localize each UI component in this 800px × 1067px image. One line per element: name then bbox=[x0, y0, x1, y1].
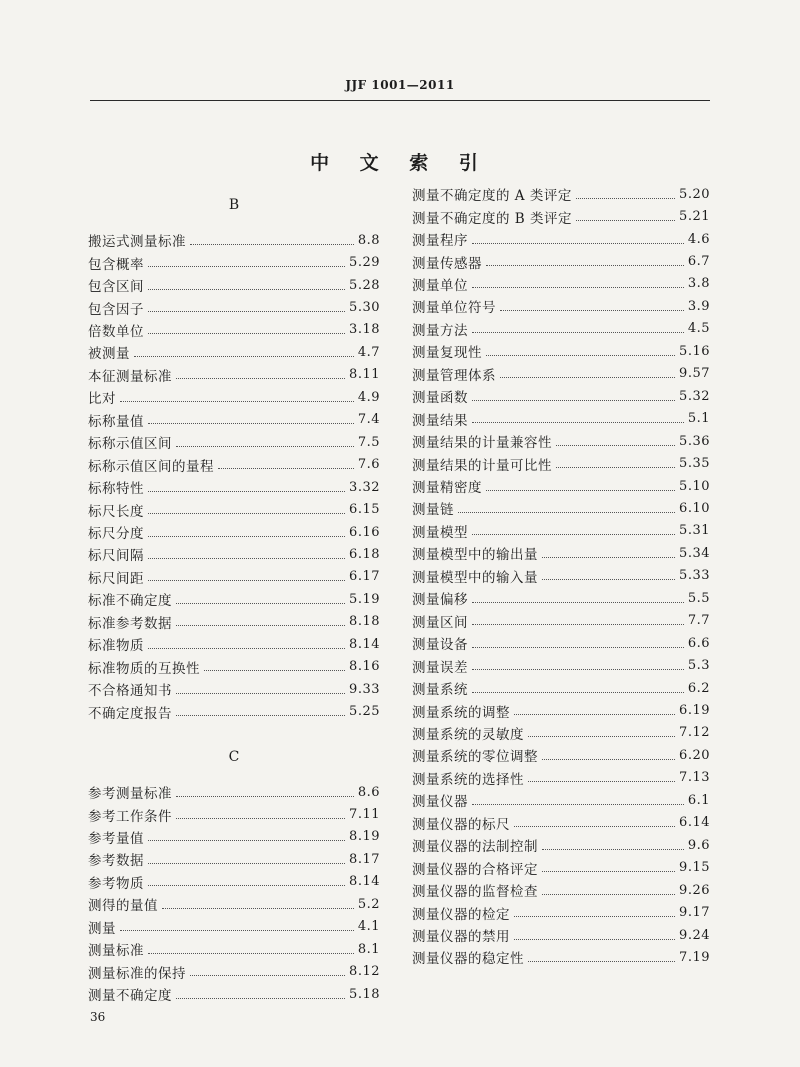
index-reference: 4.6 bbox=[687, 231, 710, 247]
index-term: 标尺间距 bbox=[88, 570, 144, 587]
dot-leader bbox=[148, 939, 354, 954]
index-entry bbox=[412, 587, 710, 609]
index-reference: 6.10 bbox=[679, 500, 710, 516]
index-term: 参考量值 bbox=[88, 830, 144, 847]
index-entry bbox=[88, 454, 380, 476]
index-entry bbox=[88, 938, 380, 960]
index-term: 比对 bbox=[88, 391, 116, 408]
index-reference: 8.1 bbox=[357, 941, 380, 957]
index-reference: 5.31 bbox=[679, 523, 710, 539]
index-term: 测量 bbox=[88, 920, 116, 937]
index-entry bbox=[412, 295, 710, 317]
dot-leader bbox=[176, 804, 345, 819]
dot-leader bbox=[190, 961, 345, 976]
index-reference: 7.6 bbox=[357, 457, 380, 473]
index-term: 标称特性 bbox=[88, 481, 144, 498]
index-term: 测量单位 bbox=[412, 277, 468, 294]
index-reference: 5.29 bbox=[349, 255, 380, 271]
dot-leader bbox=[176, 701, 345, 716]
dot-leader bbox=[542, 745, 675, 760]
dot-leader bbox=[176, 432, 354, 447]
index-reference: 9.57 bbox=[679, 366, 710, 382]
dot-leader bbox=[514, 925, 675, 940]
index-entry bbox=[88, 848, 380, 870]
index-term: 测量误差 bbox=[412, 659, 468, 676]
index-term: 参考物质 bbox=[88, 875, 144, 892]
index-term: 标尺长度 bbox=[88, 503, 144, 520]
index-reference: 7.5 bbox=[357, 434, 380, 450]
index-reference: 4.7 bbox=[357, 344, 380, 360]
dot-leader bbox=[176, 679, 345, 694]
index-entry bbox=[412, 789, 710, 811]
index-entry bbox=[412, 879, 710, 901]
index-term: 测量结果的计量兼容性 bbox=[412, 435, 552, 452]
index-reference: 8.16 bbox=[349, 659, 380, 675]
index-entry bbox=[88, 498, 380, 520]
index-reference: 5.33 bbox=[679, 568, 710, 584]
dot-leader bbox=[576, 206, 675, 221]
index-term: 测量结果的计量可比性 bbox=[412, 457, 552, 474]
index-reference: 7.7 bbox=[687, 613, 710, 629]
index-reference: 5.2 bbox=[357, 896, 380, 912]
dot-leader bbox=[472, 273, 684, 288]
index-reference: 5.34 bbox=[679, 545, 710, 561]
dot-leader bbox=[148, 319, 345, 334]
index-entry bbox=[412, 946, 710, 968]
index-reference: 8.8 bbox=[357, 232, 380, 248]
dot-leader bbox=[148, 566, 345, 581]
index-entry bbox=[412, 250, 710, 272]
index-reference: 9.6 bbox=[687, 837, 710, 853]
dot-leader bbox=[148, 849, 345, 864]
dot-leader bbox=[134, 342, 354, 357]
index-term: 测量仪器的标尺 bbox=[412, 816, 510, 833]
index-term: 标称示值区间 bbox=[88, 436, 172, 453]
index-term: 测量精密度 bbox=[412, 480, 482, 497]
index-term: 不合格通知书 bbox=[88, 683, 172, 700]
index-term: 标称示值区间的量程 bbox=[88, 458, 214, 475]
index-reference: 8.17 bbox=[349, 851, 380, 867]
index-entry bbox=[412, 205, 710, 227]
index-term: 测量单位符号 bbox=[412, 300, 496, 317]
index-reference: 5.19 bbox=[349, 591, 380, 607]
dot-leader bbox=[176, 611, 345, 626]
index-entry bbox=[412, 340, 710, 362]
index-reference: 7.13 bbox=[679, 770, 710, 786]
index-entry bbox=[88, 296, 380, 318]
index-reference: 9.24 bbox=[679, 927, 710, 943]
dot-leader bbox=[556, 453, 675, 468]
index-term: 测量标准 bbox=[88, 943, 144, 960]
index-term: 测量不确定度的 A 类评定 bbox=[412, 188, 572, 205]
dot-leader bbox=[148, 252, 345, 267]
dot-leader bbox=[190, 230, 354, 245]
dot-leader bbox=[500, 296, 684, 311]
index-reference: 3.9 bbox=[687, 298, 710, 314]
index-reference: 8.6 bbox=[357, 784, 380, 800]
index-entry bbox=[412, 385, 710, 407]
index-entry bbox=[88, 341, 380, 363]
index-term: 测量系统的零位调整 bbox=[412, 749, 538, 766]
index-entry bbox=[88, 319, 380, 341]
dot-leader bbox=[120, 387, 354, 402]
index-term: 搬运式测量标准 bbox=[88, 234, 186, 251]
index-entry bbox=[412, 677, 710, 699]
index-term: 测量偏移 bbox=[412, 592, 468, 609]
dot-leader bbox=[218, 454, 354, 469]
dot-leader bbox=[542, 880, 675, 895]
index-entry bbox=[412, 520, 710, 542]
dot-leader bbox=[472, 408, 684, 423]
index-term: 测量系统的选择性 bbox=[412, 771, 524, 788]
index-reference: 5.21 bbox=[679, 209, 710, 225]
index-reference: 6.18 bbox=[349, 546, 380, 562]
index-entry bbox=[88, 633, 380, 655]
index-reference: 5.10 bbox=[679, 478, 710, 494]
index-entry bbox=[412, 744, 710, 766]
index-term: 测量管理体系 bbox=[412, 367, 496, 384]
index-entry bbox=[88, 656, 380, 678]
index-term: 不确定度报告 bbox=[88, 705, 172, 722]
index-entry bbox=[412, 183, 710, 205]
index-entry bbox=[412, 812, 710, 834]
index-term: 测量设备 bbox=[412, 637, 468, 654]
index-reference: 7.19 bbox=[679, 949, 710, 965]
index-reference: 5.5 bbox=[687, 590, 710, 606]
index-reference: 8.19 bbox=[349, 829, 380, 845]
index-reference: 5.16 bbox=[679, 343, 710, 359]
index-term: 测量系统 bbox=[412, 682, 468, 699]
index-entry bbox=[88, 961, 380, 983]
index-entry bbox=[88, 543, 380, 565]
index-reference: 7.4 bbox=[357, 412, 380, 428]
index-term: 标准参考数据 bbox=[88, 615, 172, 632]
dot-leader bbox=[486, 341, 675, 356]
index-entry bbox=[412, 632, 710, 654]
index-term: 测量仪器的合格评定 bbox=[412, 861, 538, 878]
dot-leader bbox=[542, 835, 684, 850]
index-reference: 6.1 bbox=[687, 792, 710, 808]
index-reference: 5.18 bbox=[349, 986, 380, 1002]
index-term: 标尺分度 bbox=[88, 526, 144, 543]
index-reference: 5.20 bbox=[679, 186, 710, 202]
dot-leader bbox=[148, 409, 354, 424]
dot-leader bbox=[528, 767, 675, 782]
index-term: 测量函数 bbox=[412, 390, 468, 407]
index-entry bbox=[88, 229, 380, 251]
dot-leader bbox=[148, 522, 345, 537]
index-entry bbox=[412, 699, 710, 721]
index-term: 测量仪器的监督检查 bbox=[412, 884, 538, 901]
index-term: 测量仪器的禁用 bbox=[412, 929, 510, 946]
header-rule bbox=[90, 100, 710, 101]
index-entry bbox=[412, 610, 710, 632]
index-entry bbox=[88, 916, 380, 938]
index-term: 测量程序 bbox=[412, 233, 468, 250]
section-letter: B bbox=[228, 197, 240, 213]
running-header: JJF 1001—2011 bbox=[345, 78, 455, 92]
index-term: 标准不确定度 bbox=[88, 593, 172, 610]
section-letter: C bbox=[228, 748, 240, 765]
dot-leader bbox=[576, 184, 675, 199]
index-reference: 6.14 bbox=[679, 815, 710, 831]
dot-leader bbox=[472, 655, 684, 670]
index-term: 标尺间隔 bbox=[88, 548, 144, 565]
index-term: 倍数单位 bbox=[88, 323, 144, 340]
index-reference: 6.20 bbox=[679, 747, 710, 763]
index-term: 测量区间 bbox=[412, 614, 468, 631]
index-reference: 6.19 bbox=[679, 703, 710, 719]
index-entry bbox=[412, 408, 710, 430]
index-reference: 5.3 bbox=[687, 658, 710, 674]
index-entry bbox=[88, 476, 380, 498]
index-entry bbox=[412, 430, 710, 452]
index-term: 包含因子 bbox=[88, 301, 144, 318]
index-reference: 9.33 bbox=[349, 681, 380, 697]
index-term: 测得的量值 bbox=[88, 898, 158, 915]
index-entry bbox=[88, 983, 380, 1005]
index-reference: 3.32 bbox=[349, 479, 380, 495]
index-entry bbox=[412, 722, 710, 744]
index-term: 测量仪器的稳定性 bbox=[412, 951, 524, 968]
dot-leader bbox=[162, 894, 354, 909]
dot-leader bbox=[528, 722, 675, 737]
index-entry bbox=[412, 497, 710, 519]
index-entry bbox=[88, 386, 380, 408]
index-entry bbox=[412, 857, 710, 879]
dot-leader bbox=[472, 633, 684, 648]
index-reference: 9.17 bbox=[679, 905, 710, 921]
dot-leader bbox=[472, 520, 675, 535]
index-term: 测量不确定度 bbox=[88, 988, 172, 1005]
index-reference: 5.30 bbox=[349, 300, 380, 316]
index-term: 测量链 bbox=[412, 502, 454, 519]
index-term: 测量模型中的输出量 bbox=[412, 547, 538, 564]
index-entry bbox=[88, 364, 380, 386]
dot-leader bbox=[542, 857, 675, 872]
index-entry bbox=[88, 566, 380, 588]
index-reference: 5.32 bbox=[679, 388, 710, 404]
index-term: 测量仪器的法制控制 bbox=[412, 839, 538, 856]
index-entry bbox=[88, 893, 380, 915]
index-entry bbox=[412, 834, 710, 856]
index-reference: 3.8 bbox=[687, 276, 710, 292]
dot-leader bbox=[176, 364, 345, 379]
dot-leader bbox=[486, 251, 684, 266]
index-entry bbox=[88, 251, 380, 273]
index-entry bbox=[412, 273, 710, 295]
dot-leader bbox=[472, 610, 684, 625]
index-reference: 9.15 bbox=[679, 860, 710, 876]
dot-leader bbox=[148, 826, 345, 841]
index-entry bbox=[88, 611, 380, 633]
index-entry bbox=[88, 521, 380, 543]
index-term: 测量系统的灵敏度 bbox=[412, 726, 524, 743]
index-term: 标准物质 bbox=[88, 638, 144, 655]
index-entry bbox=[412, 924, 710, 946]
index-entry bbox=[88, 700, 380, 722]
index-entry bbox=[88, 678, 380, 700]
dot-leader bbox=[148, 297, 345, 312]
index-entry bbox=[88, 803, 380, 825]
dot-leader bbox=[148, 871, 345, 886]
dot-leader bbox=[148, 477, 345, 492]
index-entry bbox=[412, 452, 710, 474]
dot-leader bbox=[542, 543, 675, 558]
dot-leader bbox=[204, 656, 345, 671]
index-term: 测量标准的保持 bbox=[88, 965, 186, 982]
index-entry bbox=[412, 542, 710, 564]
index-reference: 9.26 bbox=[679, 882, 710, 898]
index-reference: 7.11 bbox=[349, 807, 380, 823]
index-reference: 8.18 bbox=[349, 614, 380, 630]
index-reference: 6.2 bbox=[687, 680, 710, 696]
index-term: 参考数据 bbox=[88, 853, 144, 870]
index-reference: 5.25 bbox=[349, 704, 380, 720]
index-reference: 6.16 bbox=[349, 524, 380, 540]
dot-leader bbox=[472, 678, 684, 693]
index-entry bbox=[412, 565, 710, 587]
index-term: 测量模型 bbox=[412, 524, 468, 541]
index-term: 测量方法 bbox=[412, 322, 468, 339]
index-entry bbox=[412, 475, 710, 497]
dot-leader bbox=[514, 812, 675, 827]
index-entry bbox=[88, 871, 380, 893]
index-reference: 6.6 bbox=[687, 635, 710, 651]
index-term: 测量仪器 bbox=[412, 794, 468, 811]
index-reference: 8.11 bbox=[349, 367, 380, 383]
index-entry bbox=[412, 228, 710, 250]
index-entry bbox=[88, 781, 380, 803]
index-term: 被测量 bbox=[88, 346, 130, 363]
index-term: 本征测量标准 bbox=[88, 368, 172, 385]
index-title: 中 文 索 引 bbox=[310, 152, 490, 174]
index-reference: 5.1 bbox=[687, 411, 710, 427]
index-term: 测量传感器 bbox=[412, 255, 482, 272]
index-entry bbox=[412, 901, 710, 923]
index-reference: 3.18 bbox=[349, 322, 380, 338]
index-entry bbox=[88, 588, 380, 610]
index-entry bbox=[412, 318, 710, 340]
dot-leader bbox=[176, 589, 345, 604]
index-term: 包含概率 bbox=[88, 256, 144, 273]
index-entry bbox=[88, 826, 380, 848]
index-term: 测量系统的调整 bbox=[412, 704, 510, 721]
dot-leader bbox=[514, 700, 675, 715]
dot-leader bbox=[176, 984, 345, 999]
index-reference: 6.17 bbox=[349, 569, 380, 585]
index-term: 标称量值 bbox=[88, 413, 144, 430]
dot-leader bbox=[120, 916, 354, 931]
dot-leader bbox=[472, 318, 684, 333]
index-term: 参考测量标准 bbox=[88, 786, 172, 803]
index-reference: 4.1 bbox=[357, 919, 380, 935]
index-term: 测量不确定度的 B 类评定 bbox=[412, 210, 573, 227]
index-entry bbox=[88, 431, 380, 453]
index-term: 测量结果 bbox=[412, 412, 468, 429]
index-reference: 4.5 bbox=[687, 321, 710, 337]
dot-leader bbox=[176, 782, 354, 797]
dot-leader bbox=[472, 790, 684, 805]
index-reference: 6.15 bbox=[349, 502, 380, 518]
dot-leader bbox=[458, 498, 675, 513]
index-entry bbox=[412, 363, 710, 385]
index-term: 测量模型中的输入量 bbox=[412, 569, 538, 586]
dot-leader bbox=[528, 947, 675, 962]
index-entry bbox=[412, 767, 710, 789]
index-reference: 4.9 bbox=[357, 389, 380, 405]
dot-leader bbox=[472, 229, 684, 244]
dot-leader bbox=[148, 275, 345, 290]
dot-leader bbox=[556, 431, 675, 446]
dot-leader bbox=[148, 499, 345, 514]
index-term: 标准物质的互换性 bbox=[88, 660, 200, 677]
dot-leader bbox=[148, 634, 345, 649]
dot-leader bbox=[486, 476, 675, 491]
dot-leader bbox=[500, 363, 675, 378]
index-term: 测量复现性 bbox=[412, 345, 482, 362]
dot-leader bbox=[472, 588, 684, 603]
index-entry bbox=[412, 654, 710, 676]
dot-leader bbox=[148, 544, 345, 559]
index-reference: 6.7 bbox=[687, 254, 710, 270]
index-reference: 5.28 bbox=[349, 277, 380, 293]
index-reference: 8.14 bbox=[349, 636, 380, 652]
index-reference: 7.12 bbox=[679, 725, 710, 741]
index-term: 包含区间 bbox=[88, 279, 144, 296]
index-reference: 8.12 bbox=[349, 964, 380, 980]
dot-leader bbox=[514, 902, 675, 917]
index-term: 测量仪器的检定 bbox=[412, 906, 510, 923]
index-reference: 5.36 bbox=[679, 433, 710, 449]
index-reference: 5.35 bbox=[679, 456, 710, 472]
index-term: 参考工作条件 bbox=[88, 808, 172, 825]
index-reference: 8.14 bbox=[349, 874, 380, 890]
dot-leader bbox=[472, 386, 675, 401]
dot-leader bbox=[542, 565, 675, 580]
index-entry bbox=[88, 274, 380, 296]
page-number: 36 bbox=[90, 1010, 106, 1024]
index-entry bbox=[88, 409, 380, 431]
